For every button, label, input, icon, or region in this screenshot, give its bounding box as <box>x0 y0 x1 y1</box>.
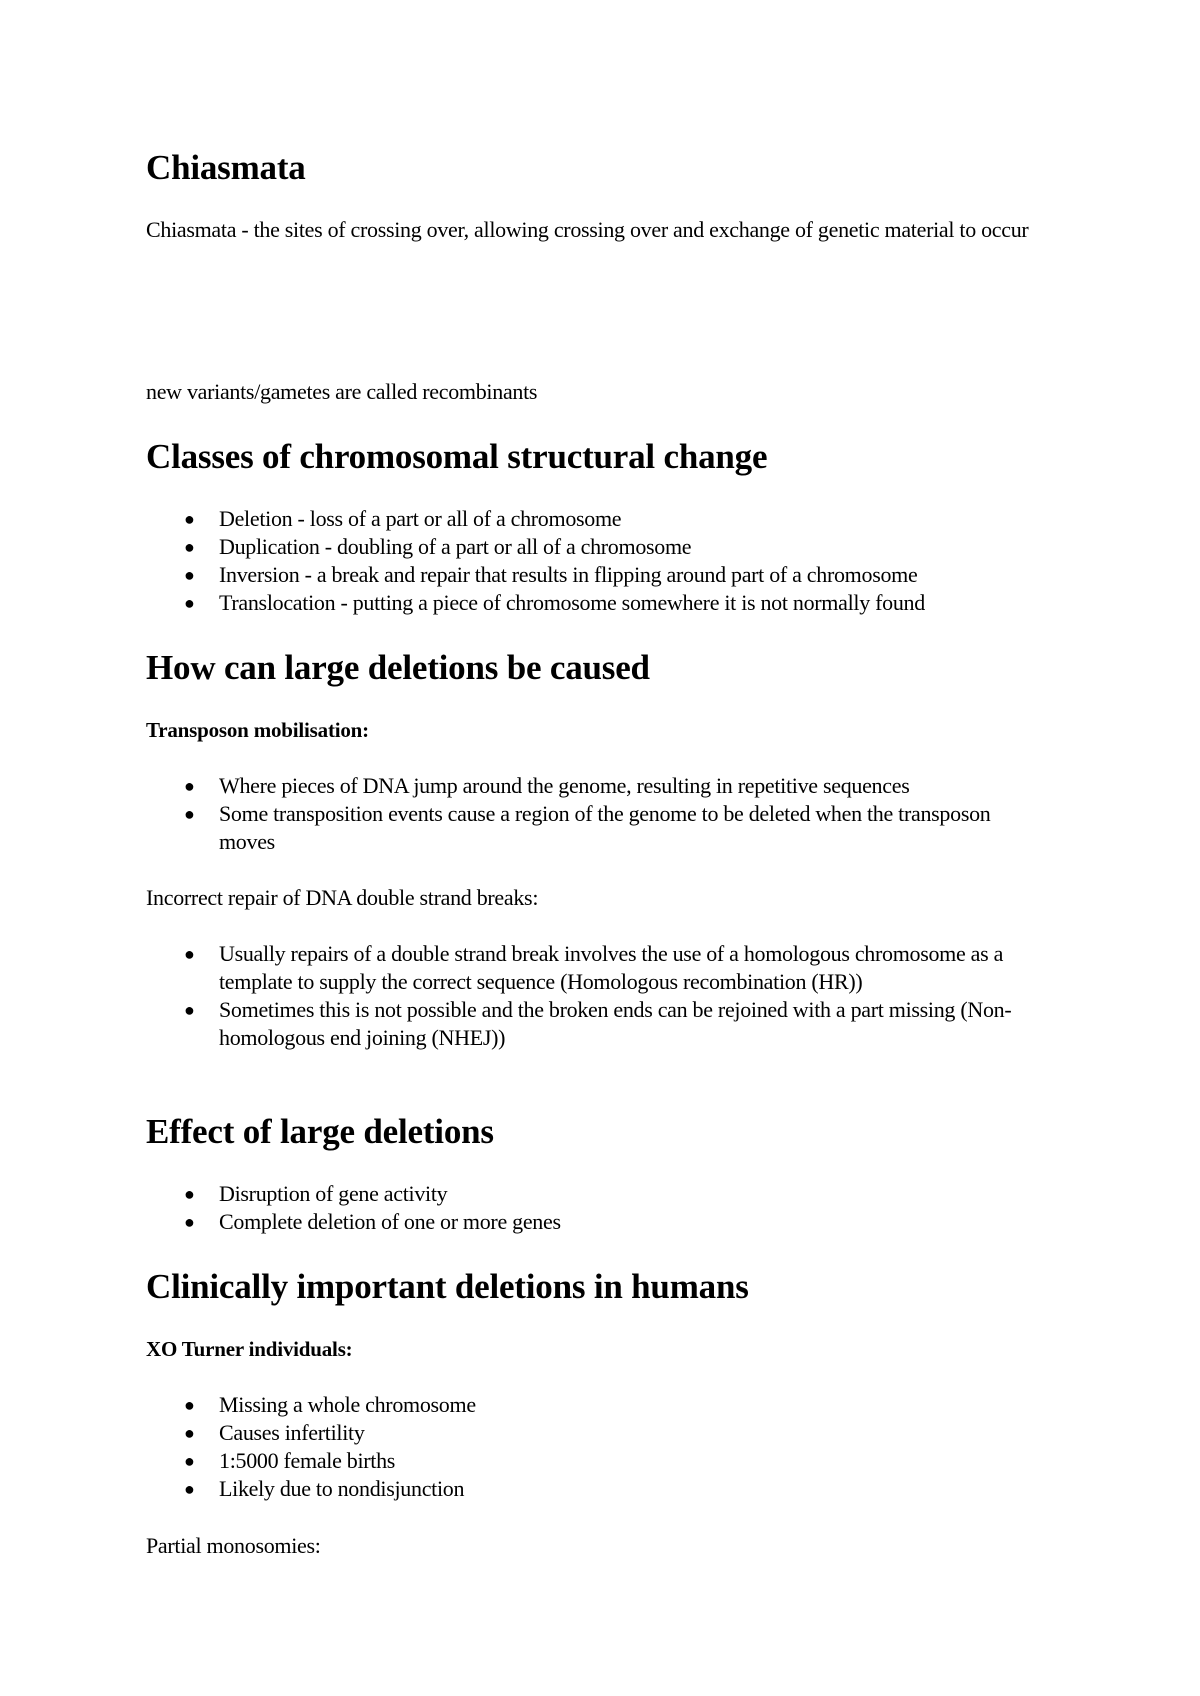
bullet-icon: ● <box>184 1212 195 1232</box>
paragraph-recombinants: new variants/gametes are called recombinants <box>146 379 538 404</box>
bullet-icon: ● <box>184 509 195 529</box>
paragraph-chiasmata-definition: Chiasmata - the sites of crossing over, allowing crossing over and exchange of genetic material to occur <box>146 217 1029 242</box>
bullet-icon: ● <box>184 1000 195 1020</box>
list-item: ● Likely due to nondisjunction <box>184 1476 465 1501</box>
list-item: ● Deletion - loss of a part or all of a chromosome <box>184 506 622 531</box>
bullet-icon: ● <box>184 1423 195 1443</box>
list-item: ● 1:5000 female births <box>184 1448 396 1473</box>
bullet-icon: ● <box>184 593 195 613</box>
list-item: ● Translocation - putting a piece of chromosome somewhere it is not normally found <box>184 590 925 615</box>
list-turner-points <box>146 1391 1046 1503</box>
list-repair-points <box>146 940 1046 1052</box>
heading-large-deletions-causes: How can large deletions be caused <box>146 648 650 687</box>
heading-effect-large-deletions: Effect of large deletions <box>146 1112 494 1151</box>
list-item: ● Some transposition events cause a region of the genome to be deleted when the transposon moves <box>184 801 991 854</box>
list-item: ● Causes infertility <box>184 1420 365 1445</box>
bullet-icon: ● <box>184 1479 195 1499</box>
bullet-icon: ● <box>184 1184 195 1204</box>
list-item: ● Disruption of gene activity <box>184 1181 448 1206</box>
list-item: ● Missing a whole chromosome <box>184 1392 476 1417</box>
subheading-transposon-mobilisation: Transposon mobilisation: <box>146 718 369 742</box>
bullet-icon: ● <box>184 944 195 964</box>
heading-clinical-deletions: Clinically important deletions in humans <box>146 1267 749 1306</box>
list-deletion-effects <box>146 1180 1046 1236</box>
list-item: ● Sometimes this is not possible and the broken ends can be rejoined with a part missing (Non-homologous end joining (NHEJ)) <box>184 997 1012 1050</box>
paragraph-incorrect-repair: Incorrect repair of DNA double strand breaks: <box>146 885 539 910</box>
list-item: ● Complete deletion of one or more genes <box>184 1209 561 1234</box>
list-item: ● Usually repairs of a double strand break involves the use of a homologous chromosome as a template to supply the correct sequence (Homologous recombination (HR)) <box>184 941 1004 994</box>
bullet-icon: ● <box>184 1451 195 1471</box>
paragraph-partial-monosomies: Partial monosomies: <box>146 1533 321 1558</box>
heading-chiasmata: Chiasmata <box>146 148 306 187</box>
list-structural-change-classes <box>146 505 1046 617</box>
subheading-xo-turner: XO Turner individuals: <box>146 1337 353 1361</box>
bullet-icon: ● <box>184 565 195 585</box>
bullet-icon: ● <box>184 804 195 824</box>
list-transposon-points <box>146 772 1046 856</box>
bullet-icon: ● <box>184 537 195 557</box>
list-item: ● Inversion - a break and repair that results in flipping around part of a chromosome <box>184 562 918 587</box>
bullet-icon: ● <box>184 1395 195 1415</box>
bullet-icon: ● <box>184 776 195 796</box>
heading-classes-structural-change: Classes of chromosomal structural change <box>146 437 768 476</box>
list-item: ● Duplication - doubling of a part or all of a chromosome <box>184 534 692 559</box>
list-item: ● Where pieces of DNA jump around the genome, resulting in repetitive sequences <box>184 773 910 798</box>
